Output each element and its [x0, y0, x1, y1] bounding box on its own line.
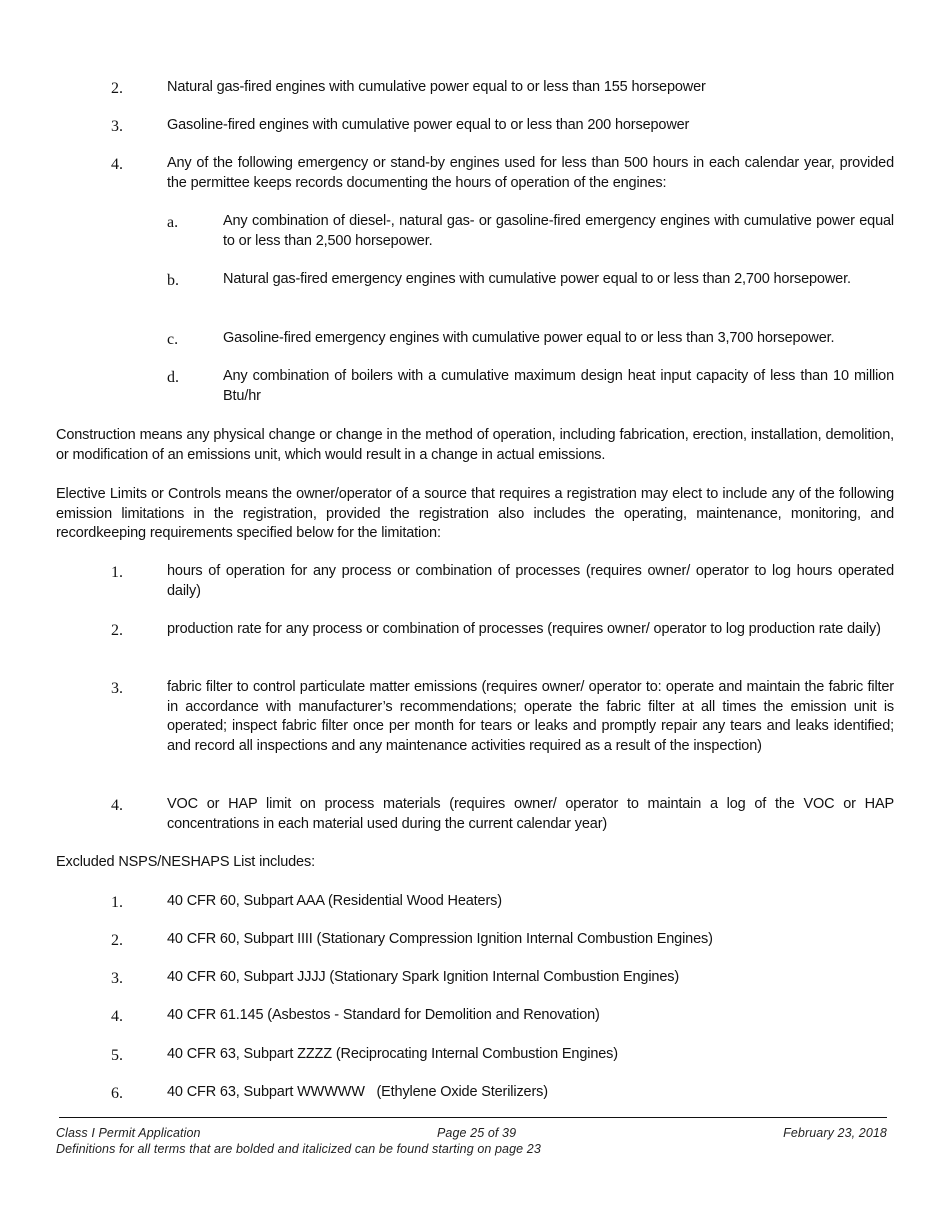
definition-elective-limits	[56, 485, 894, 544]
definition-construction	[56, 426, 894, 465]
sublist-item-text: Any combination of diesel-, natural gas- or gasoline-fired emergency engines with cumulative power equal to or less than 2,500 horsepower.	[223, 213, 894, 249]
sublist-item-text: Natural gas-fired emergency engines with cumulative power equal to or less than 2,700 horsepower.	[223, 271, 851, 287]
sublist-letter: d.	[167, 369, 179, 386]
list-number: 2.	[111, 80, 123, 97]
list-number: 2.	[111, 932, 123, 949]
sublist-letter: b.	[167, 272, 179, 289]
footer-divider	[59, 1117, 887, 1118]
list-number: 1.	[111, 894, 123, 911]
list-item-text: 40 CFR 60, Subpart AAA (Residential Wood Heaters)	[167, 893, 502, 909]
list-number: 6.	[111, 1085, 123, 1102]
list-item-text: hours of operation for any process or combination of processes (requires owner/ operator to log hours operated daily)	[167, 563, 894, 599]
sublist-letter: c.	[167, 331, 179, 348]
list-item-text: 40 CFR 61.145 (Asbestos - Standard for Demolition and Renovation)	[167, 1007, 600, 1023]
defined-term: Elective Limits or Controls	[56, 486, 221, 502]
list-item-text: production rate for any process or combination of processes (requires owner/ operator to log production rate daily)	[167, 621, 881, 637]
definition-text: means the owner/operator of a source that requires a registration may elect to include any of the following emission limitations in the registration, provided the registration also includes the operating, maintenance, monitoring, and recordkeeping requirements specified below for the limitation:	[56, 486, 894, 541]
defined-term: Construction	[56, 427, 136, 443]
footer-page-number: Page 25 of 39	[437, 1126, 517, 1140]
list-number: 4.	[111, 797, 123, 814]
list-number: 3.	[111, 680, 123, 697]
list-number: 1.	[111, 564, 123, 581]
list-number: 3.	[111, 118, 123, 135]
sublist-letter: a.	[167, 214, 179, 231]
list-item-text: 40 CFR 63, Subpart WWWWW (Ethylene Oxide Sterilizers)	[167, 1084, 548, 1100]
list-item-text: Any of the following emergency or stand-by engines used for less than 500 hours in each calendar year, provided the permittee keeps records documenting the hours of operation of the engines:	[167, 155, 894, 191]
sublist-item-text: Gasoline-fired emergency engines with cumulative power equal to or less than 3,700 horsepower.	[223, 330, 835, 346]
list-number: 3.	[111, 970, 123, 987]
sublist-item-text: Any combination of boilers with a cumulative maximum design heat input capacity of less than 10 million Btu/hr	[223, 368, 894, 404]
list-number: 4.	[111, 1008, 123, 1025]
list-item-text: 40 CFR 60, Subpart JJJJ (Stationary Spark Ignition Internal Combustion Engines)	[167, 969, 680, 985]
list-item-text: fabric filter to control particulate matter emissions (requires owner/ operator to: operate and maintain the fabric filter in accordance with manufacturer’s recommendations; operate the fabric filter at all times the emission unit is operated; inspect fabric filter once per month for tears or leaks and promptly repair any tears and leaks identified; and record all inspections and any maintenance activities required as a result of the inspection)	[167, 679, 894, 754]
footer-date: February 23, 2018	[783, 1126, 887, 1140]
footer-note: Definitions for all terms that are bolded and italicized can be found starting on page 23	[56, 1142, 541, 1156]
list-number: 2.	[111, 622, 123, 639]
footer-document-title: Class I Permit Application	[56, 1126, 201, 1140]
list-number: 4.	[111, 156, 123, 173]
definition-text: means any physical change or change in the method of operation, including fabrication, erection, installation, demolition, or modification of an emissions unit, which would result in a change in actual emissions.	[56, 427, 894, 463]
list-item-text: 40 CFR 63, Subpart ZZZZ (Reciprocating Internal Combustion Engines)	[167, 1046, 618, 1062]
list-item-text: VOC or HAP limit on process materials (requires owner/ operator to maintain a log of the VOC or HAP concentrations in each material used during the current calendar year)	[167, 796, 894, 832]
list-item-text: Natural gas-fired engines with cumulative power equal to or less than 155 horsepower	[167, 79, 706, 95]
list-item-text: 40 CFR 60, Subpart IIII (Stationary Compression Ignition Internal Combustion Engines)	[167, 931, 713, 947]
list-item-text: Gasoline-fired engines with cumulative power equal to or less than 200 horsepower	[167, 117, 690, 133]
excluded-list-heading: Excluded NSPS/NESHAPS List includes:	[56, 854, 315, 870]
list-number: 5.	[111, 1047, 123, 1064]
